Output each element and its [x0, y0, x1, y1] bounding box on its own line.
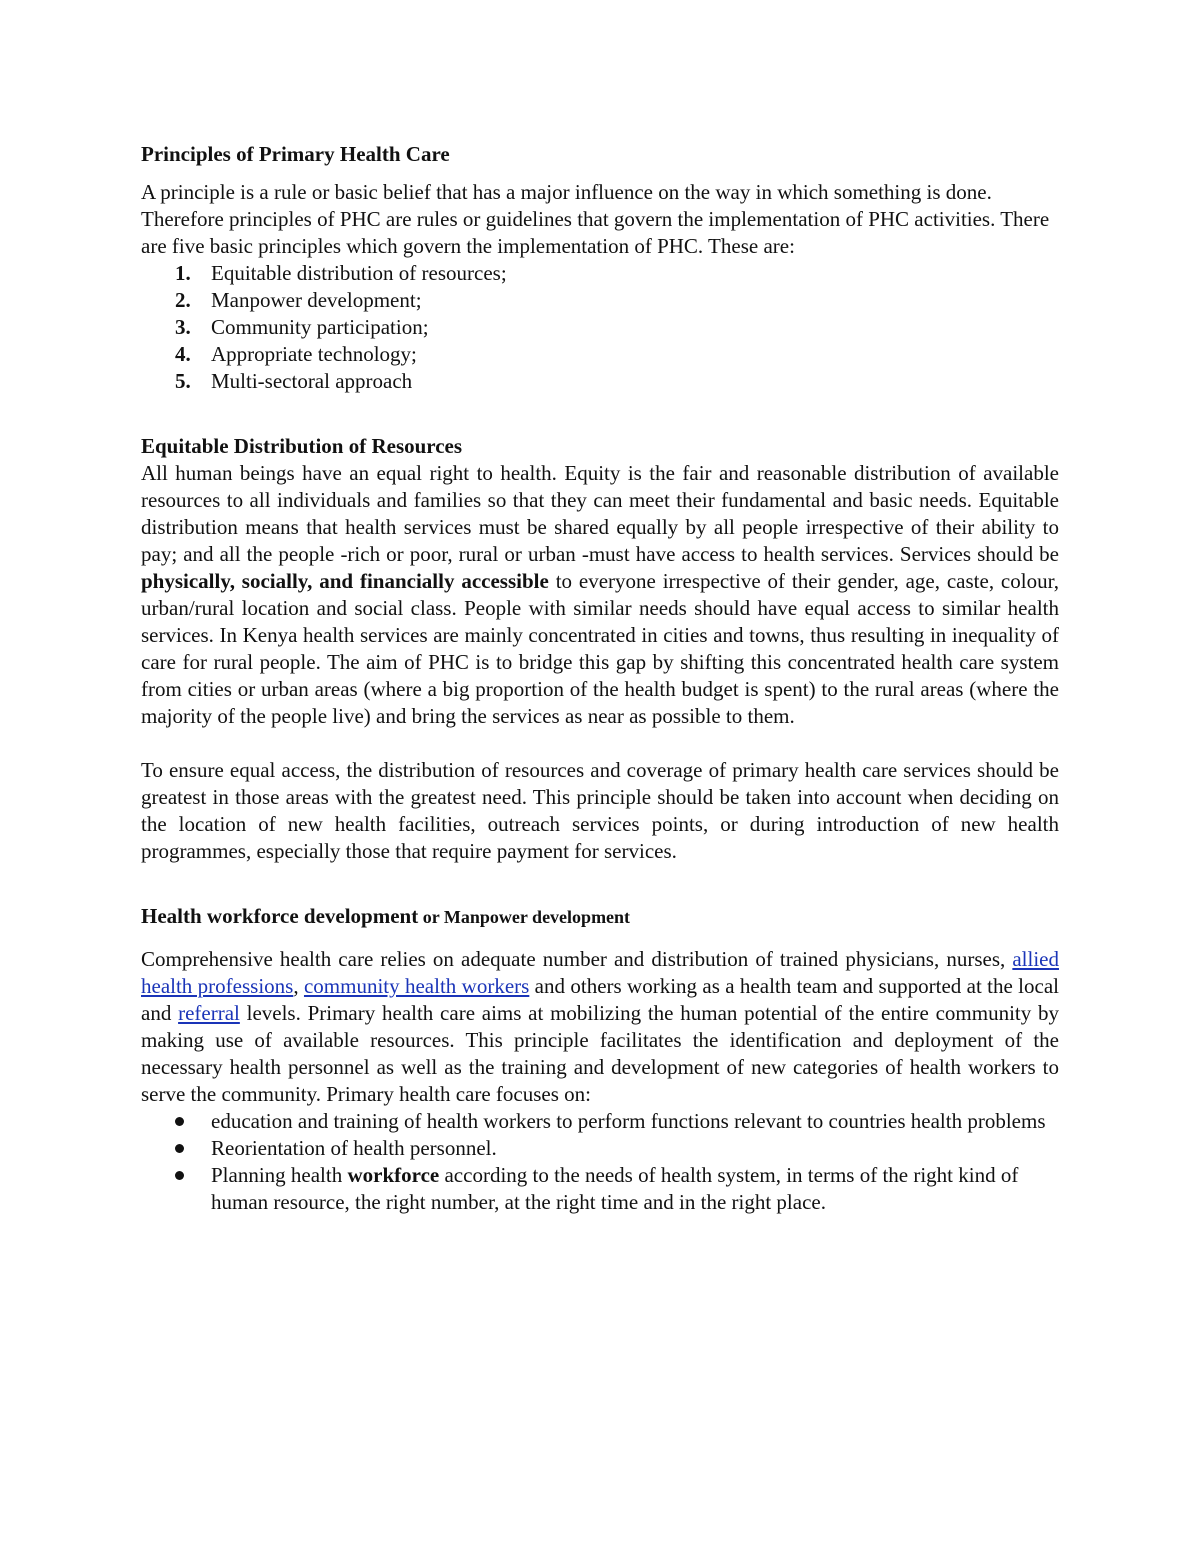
list-item-text: Reorientation of health personnel. — [211, 1136, 497, 1160]
document-title: Principles of Primary Health Care — [141, 142, 450, 166]
list-item — [141, 260, 1059, 287]
list-item-text: Equitable distribution of resources; — [211, 261, 507, 285]
list-item-text: education and training of health workers to perform functions relevant to countries health problems — [211, 1109, 1046, 1133]
referral-link[interactable]: referral — [178, 1001, 240, 1025]
bullet-icon — [141, 1135, 211, 1162]
bold-phrase: physically, socially, and financially accessible — [141, 569, 549, 593]
list-item-text: Planning health workforce according to the needs of health system, in terms of the right kind of human resource, the right number, at the right time and in the right place. — [211, 1163, 1019, 1214]
list-item — [141, 287, 1059, 314]
list-item-text: Manpower development; — [211, 288, 422, 312]
principles-list — [141, 260, 1059, 395]
list-number: 3. — [175, 315, 191, 339]
list-item — [141, 368, 1059, 395]
list-item — [141, 1108, 1059, 1135]
equitable-paragraph-1: All human beings have an equal right to health. Equity is the fair and reasonable distribution of available resources to all individuals and families so that they can meet their fundamental and basic needs. Equitable distribution means that health services must be shared equally by all people irrespective of their ability to pay; and all the people -rich or poor, rural or urban -must have access to health services. Services should be physically, socially, and financially accessible to everyone irrespective of their gender, age, caste, colour, urban/rural location and social class. People with similar needs should have equal access to similar health services. In Kenya health services are mainly concentrated in cities and towns, thus resulting in inequality of care for rural people. The aim of PHC is to bridge this gap by shifting this concentrated health care system from cities or urban areas (where a big proportion of the health budget is spent) to the rural areas (where the majority of the people live) and bring the services as near as possible to them. — [141, 461, 1059, 728]
list-item-text: Community participation; — [211, 315, 429, 339]
list-number: 1. — [175, 261, 191, 285]
community-health-workers-link[interactable]: community health workers — [303, 974, 530, 998]
list-item — [141, 1162, 1059, 1216]
list-item-text: Appropriate technology; — [211, 342, 417, 366]
list-item — [141, 314, 1059, 341]
list-item — [141, 1135, 1059, 1162]
workforce-heading: Health workforce development or Manpower development — [141, 904, 631, 928]
list-item — [141, 341, 1059, 368]
intro-paragraph: A principle is a rule or basic belief that has a major influence on the way in which something is done. Therefore principles of PHC are rules or guidelines that govern the implementation of PHC activities. There are five basic principles which govern the implementation of PHC. These are: — [141, 180, 1050, 258]
bullet-icon — [141, 1162, 211, 1216]
list-item-text: Multi-sectoral approach — [211, 369, 413, 393]
allied-health-professions-link[interactable]: allied health professions — [141, 947, 1059, 998]
list-number: 4. — [175, 342, 191, 366]
bullet-icon — [141, 1108, 211, 1135]
equitable-heading: Equitable Distribution of Resources — [141, 434, 463, 458]
focus-bullet-list — [141, 1108, 1059, 1216]
equitable-paragraph-2: To ensure equal access, the distribution of resources and coverage of primary health care services should be greatest in those areas with the greatest need. This principle should be taken into account when deciding on the location of new health facilities, outreach services points, or during introduction of new health programmes, especially those that require payment for services. — [141, 758, 1059, 863]
workforce-paragraph: Comprehensive health care relies on adequate number and distribution of trained physicians, nurses, allied health professions, community health workers and others working as a health team and supported at the local and referral levels. Primary health care aims at mobilizing the human potential of the entire community by making use of available resources. This principle facilitates the identification and deployment of the necessary health personnel as well as the training and development of new categories of health workers to serve the community. Primary health care focuses on: — [141, 947, 1059, 1106]
list-number: 5. — [175, 369, 191, 393]
document-page — [141, 141, 1059, 1216]
list-number: 2. — [175, 288, 191, 312]
